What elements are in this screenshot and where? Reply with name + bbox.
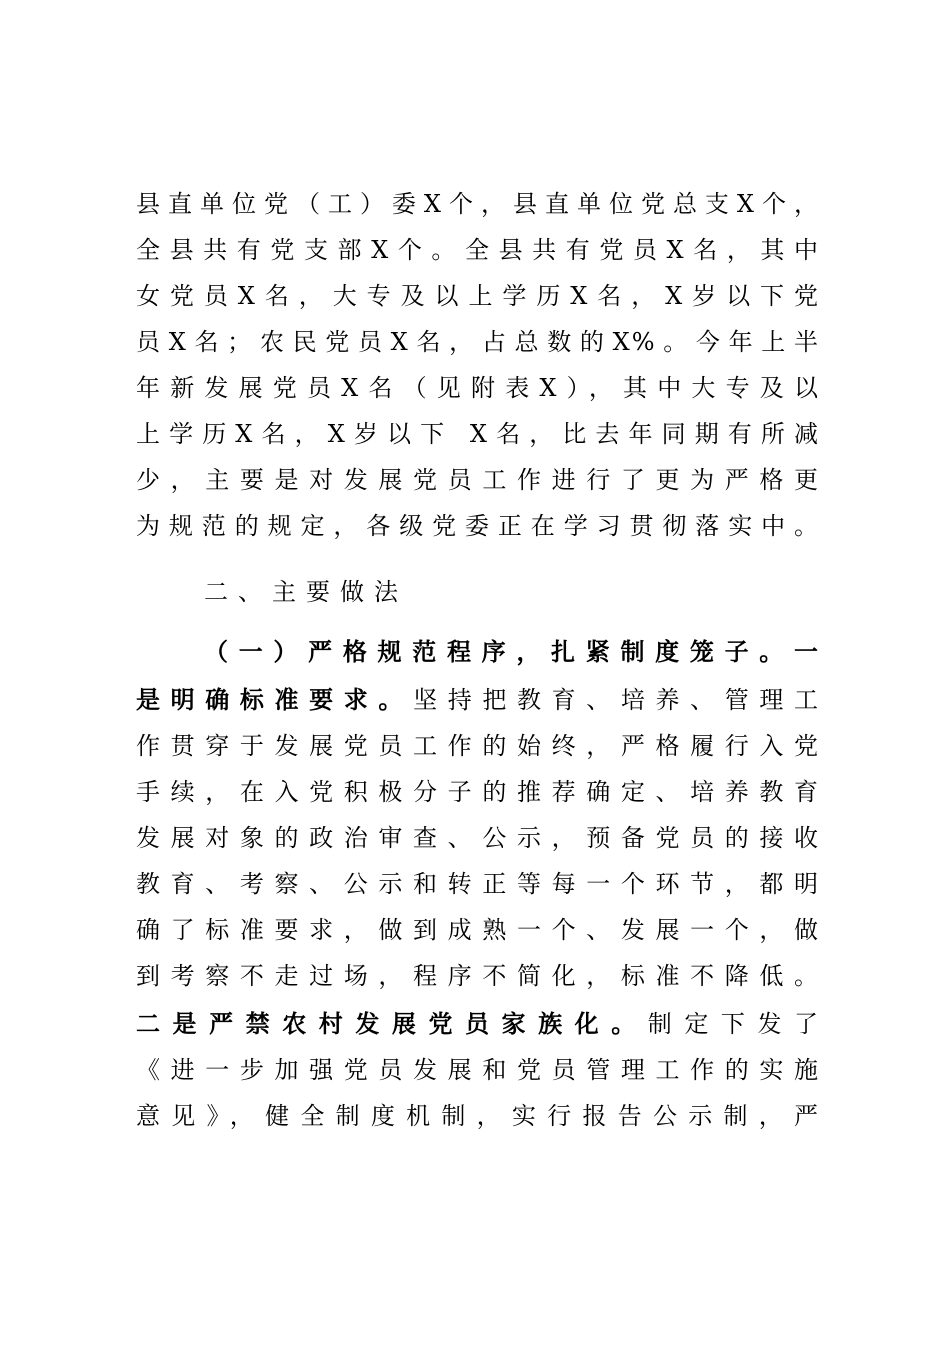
body-line: 少，主要是对发展党员工作进行了更为严格更 (136, 466, 820, 494)
body-line: 县直单位党（工）委X个，县直单位党总支X个， (136, 190, 820, 218)
body-line: 为规范的规定，各级党委正在学习贯彻落实中。 (136, 512, 820, 540)
point-title-1: 是明确标准要求。 (136, 685, 414, 714)
point-title-2: 二是严禁农村发展党员家族化。 (136, 1009, 648, 1038)
body-line: 到考察不走过场，程序不简化，标准不降低。 (136, 962, 820, 990)
point-text: 制定下发了 (647, 1010, 821, 1038)
subsection-title: （一）严格规范程序，扎紧制度笼子。一 (204, 637, 820, 666)
body-line: 发展对象的政治审查、公示，预备党员的接收 (136, 824, 820, 852)
body-line: 作贯穿于发展党员工作的始终，严格履行入党 (136, 732, 820, 760)
body-line (136, 677, 820, 723)
body-line: 上学历X名，X岁以下 X名，比去年同期有所减 (136, 420, 820, 448)
body-line: 确了标准要求，做到成熟一个、发展一个，做 (136, 916, 820, 944)
point-text: 坚持把教育、培养、管理工 (413, 686, 821, 714)
body-line (136, 1001, 820, 1047)
body-line: 年新发展党员X名（见附表X），其中大专及以 (136, 374, 820, 402)
body-line: 女党员X名，大专及以上学历X名，X岁以下党 (136, 282, 820, 310)
body-line: 教育、考察、公示和转正等每一个环节，都明 (136, 870, 820, 898)
body-line: 员X名；农民党员X名，占总数的X%。今年上半 (136, 328, 820, 356)
body-line: 手续，在入党积极分子的推荐确定、培养教育 (136, 778, 820, 806)
body-line: 全县共有党支部X个。全县共有党员X名，其中 (136, 236, 820, 264)
section-heading: 二、主要做法 (204, 578, 408, 606)
body-line: 《进一步加强党员发展和党员管理工作的实施 (136, 1056, 820, 1084)
body-line: 意见》，健全制度机制，实行报告公示制，严 (136, 1102, 820, 1130)
